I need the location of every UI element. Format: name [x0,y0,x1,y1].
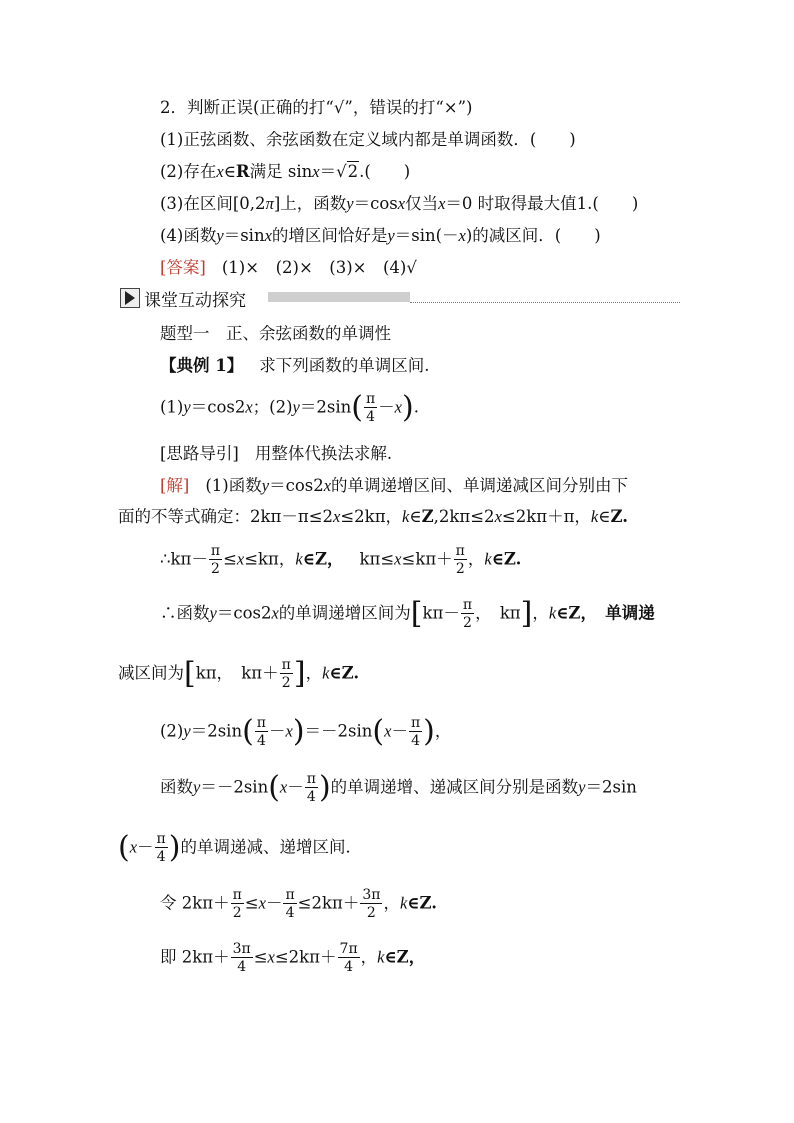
q2-title: 2．判断正误(正确的打“√”，错误的打“×”) [160,98,473,117]
solution-line-10: 即 2kπ＋ $\frac{3\pi}{4}$ ≤x≤2kπ＋ $\frac{7\pi}{4}$ ，k∈Z， [160,941,426,975]
example-formula: (1)y＝cos2x；(2)y＝2sin( $\frac{\pi}{4}$ －x). [160,390,419,425]
solution-line-4: ∴函数y＝cos2x的单调递增区间为[kπ－ $\frac{\pi}{2}$ ， kπ]，k∈Z， 单调递 [160,596,655,631]
q2-item-3: (3)在区间[0,2π]上，函数y＝cosx仅当x＝0 时取得最大值1.( ) [160,194,639,213]
solution-line-2: 面的不等式确定：2kπ－π≤2x≤2kπ，k∈Z,2kπ≤2x≤2kπ＋π，k∈Z. [118,507,628,526]
solution-line-7: 函数y＝－2sin(x－ $\frac{\pi}{4}$ )的单调递增、递减区间分别是函数y＝2sin [160,770,637,805]
example-prompt: 【典例 1】 求下列函数的单调区间. [160,356,430,375]
solution-line-3: ∴kπ－ $\frac{\pi}{2}$ ≤x≤kπ，k∈Z， kπ≤x≤kπ＋ $\frac{\pi}{2}$ ，k∈Z. [160,543,522,577]
section-title: 课堂互动探究 [144,291,246,311]
solution-line-1: [解] (1)函数y＝cos2x的单调递增区间、单调递减区间分别由下 [160,476,629,495]
q2-item-2: (2)存在x∈R满足 sinx＝√2.( ) [160,162,411,181]
question-type: 题型一 正、余弦函数的单调性 [160,324,391,343]
solution-line-9: 令 2kπ＋ $\frac{\pi}{2}$ ≤x－ $\frac{\pi}{4}$ ≤2kπ＋ $\frac{3\pi}{2}$ ，k∈Z. [160,887,437,921]
solution-line-6: (2)y＝2sin( $\frac{\pi}{4}$ －x)＝－2sin(x－ $\frac{\pi}{4}$ )， [160,714,452,749]
hint: [思路导引] 用整体代换法求解. [160,444,393,463]
solution-line-8: (x－ $\frac{\pi}{4}$ )的单调递减、递增区间． [118,830,362,865]
play-arrow-icon [120,288,140,308]
q2-item-4: (4)函数y＝sinx的增区间恰好是y＝sin(－x)的减区间．( ) [160,226,601,245]
q2-item-1: (1)正弦函数、余弦函数在定义域内都是单调函数．( ) [160,130,576,149]
section-header [118,284,680,312]
q2-answer: [答案] (1)× (2)× (3)× (4)√ [160,258,417,277]
solution-line-5: 减区间为[kπ， kπ＋ $\frac{\pi}{2}$ ]，k∈Z. [118,656,360,691]
